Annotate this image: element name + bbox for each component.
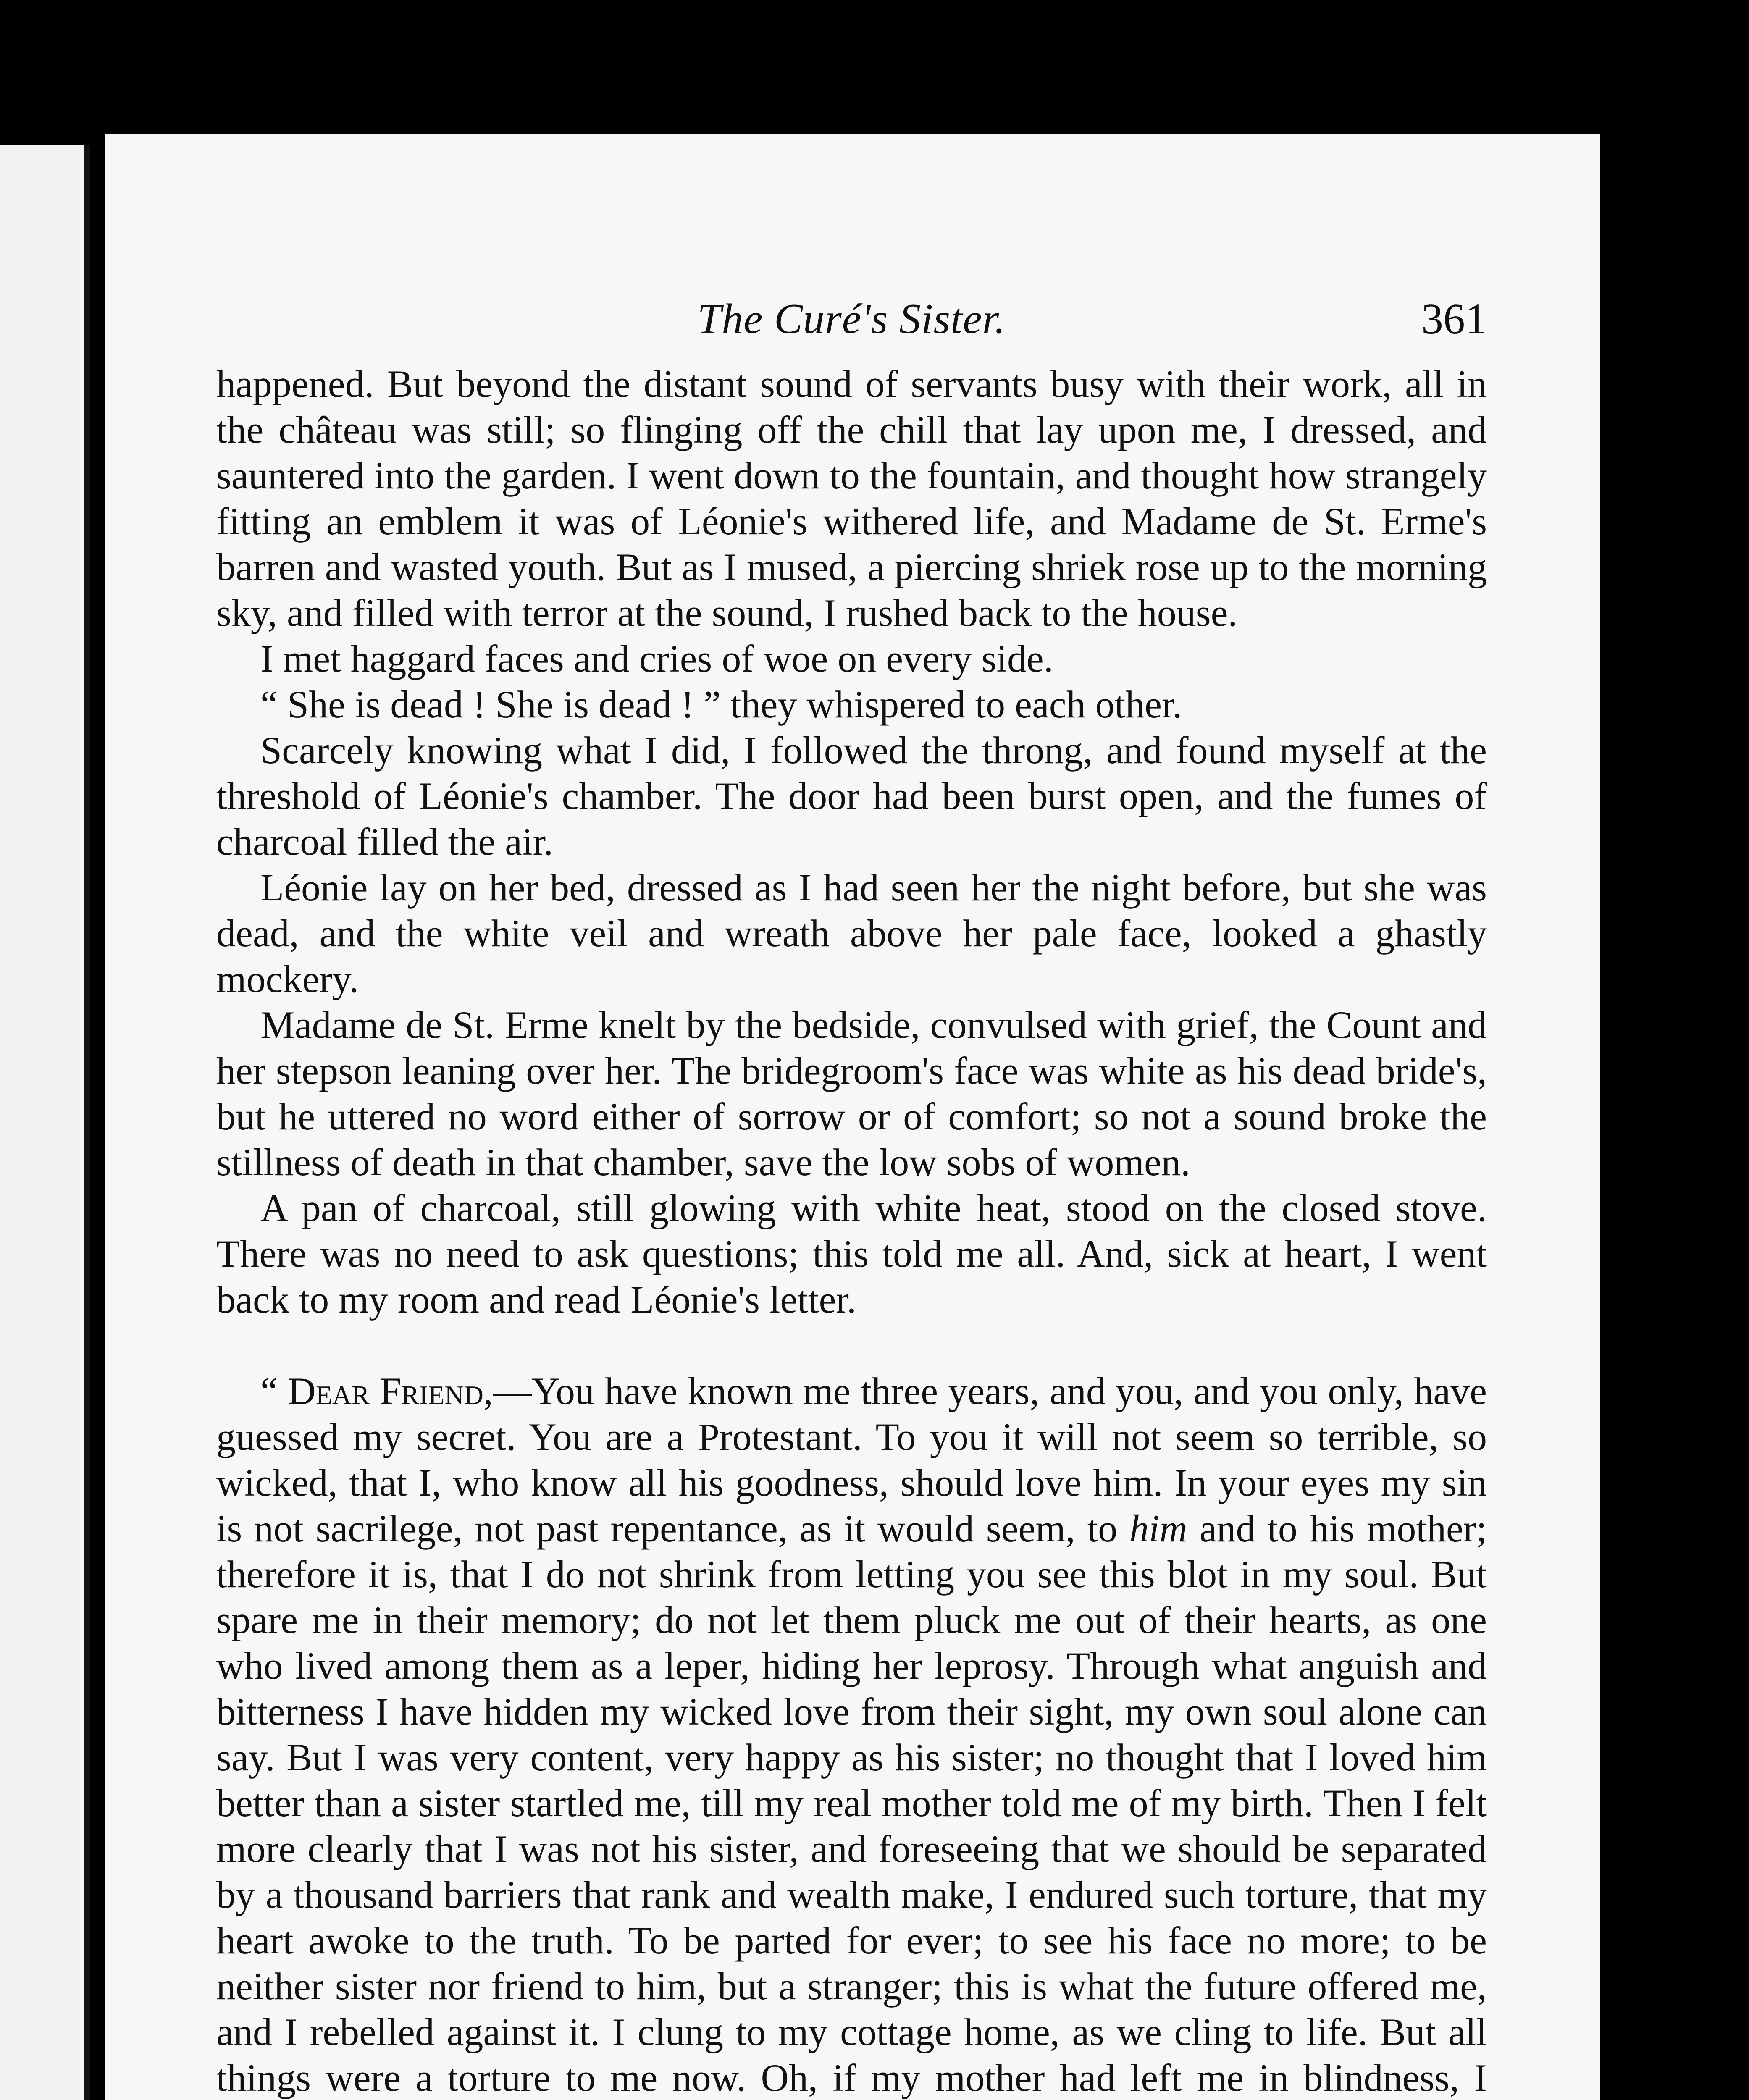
letter-open-quote: “ [260, 1370, 288, 1412]
previous-page-edge [0, 145, 90, 2100]
book-page [105, 134, 1600, 2100]
paragraph-5: Léonie lay on her bed, dressed as I had seen her the night before, but she was dead, and the white veil and wreath above her pale face, looked a ghastly mockery. [216, 866, 1487, 1000]
running-header [216, 294, 1487, 361]
page-number: 361 [1421, 295, 1487, 343]
paragraph-3: “ She is dead ! She is dead ! ” they whispered to each other. [260, 683, 1182, 726]
letter-paragraph [216, 1368, 1487, 2100]
paragraph-2: I met haggard faces and cries of woe on every side. [260, 637, 1053, 680]
paragraph-7: A pan of charcoal, still glowing with white heat, stood on the closed stove. There was no need to ask questions; this told me all. And, sick at heart, I went back to my room and read Léonie's letter. [216, 1186, 1487, 1321]
paragraph-1: happened. But beyond the distant sound of servants busy with their work, all in the château was still; so flinging off the chill that lay upon me, I dressed, and sauntered into the garden. I went down to the fountain, and thought how strangely fitting an emblem it was of Léonie's withered life, and Madame de St. Erme's barren and wasted youth. But as I mused, a piercing shriek rose up to the morning sky, and filled with terror at the sound, I rushed back to the house. [216, 362, 1487, 634]
letter-emphasis-him: him [1129, 1507, 1187, 1550]
letter-salutation: Dear Friend, [288, 1370, 493, 1412]
letter-text-2: and to his mother; therefore it is, that I do not shrink from letting you see this blot in my soul. But spare me in their memory; do not let them pluck me out of their hearts, as one who lived among them as a leper, hiding her leprosy. Through what anguish and bitterness I have hidden my wicked love from their sight, my own soul alone can say. But I was very content, very happy as his sister; no thought that I loved him better than a sister startled me, till my real mother told me of my birth. Then I felt more clearly that I was not his sister, and foreseeing that we should be separated by a thousand barriers that rank and wealth make, I endured such torture, that my heart awoke to the truth. To be parted for ever; to see his face no more; to be neither sister nor friend to him, but a stranger; this is what the future offered me, and I rebelled against it. I clung to my cottage home, as we cling to life. But all things were a torture to me now. Oh, if my mother had left me in blindness, I [216, 1507, 1487, 2099]
letter-text-1: —You have known me three years, and you, and you only, have guessed my secret. You are a Protestant. To you it will not seem so terrible, so wicked, that I, who know all his goodness, should love him. In your eyes my sin is not sacrilege, not past repentance, as it would seem, to [216, 1370, 1487, 1550]
paragraph-4: Scarcely knowing what I did, I followed the throng, and found myself at the threshold of Léonie's chamber. The door had been burst open, and the fumes of charcoal filled the air. [216, 729, 1487, 863]
paragraph-6: Madame de St. Erme knelt by the bedside, convulsed with grief, the Count and her stepson leaning over her. The bridegroom's face was white as his dead bride's, but he uttered no word either of sorrow or of comfort; so not a sound broke the stillness of death in that chamber, save the low sobs of women. [216, 1003, 1487, 1184]
running-title: The Curé's Sister. [697, 295, 1006, 343]
